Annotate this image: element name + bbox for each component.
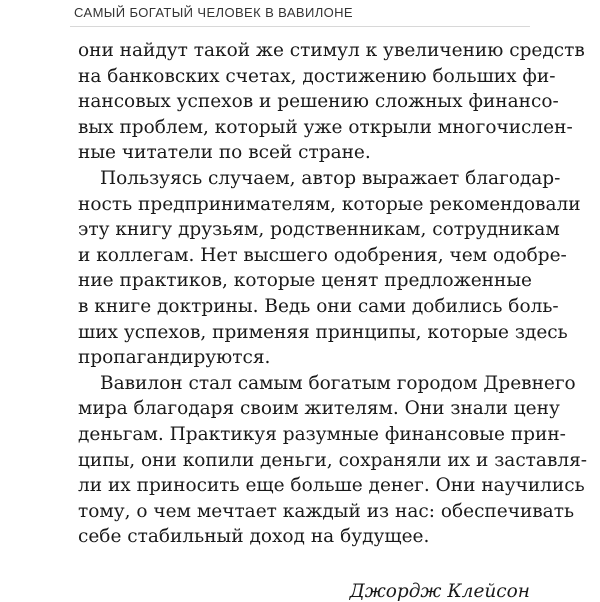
paragraph-1	[78, 38, 585, 166]
text-line: деньгам. Практикуя разумные финансовые прин-	[78, 423, 566, 445]
paragraph-2	[78, 166, 581, 371]
text-line: и коллегам. Нет высшего одобрения, чем одобре-	[78, 244, 567, 266]
header-divider	[70, 26, 530, 27]
text-line: ших успехов, применяя принципы, которые здесь	[78, 321, 568, 343]
text-line: Пользуясь случаем, автор выражает благодар-	[100, 167, 561, 189]
text-line: тому, о чем мечтает каждый из нас: обеспечивать	[78, 500, 575, 522]
text-line: Вавилон стал самым богатым городом Древнего	[100, 372, 576, 394]
text-line: эту книгу друзьям, родственникам, сотрудникам	[78, 219, 560, 241]
text-line: нансовых успехов и решению сложных финансо-	[78, 91, 559, 113]
text-line: в книге доктрины. Ведь они сами добились боль-	[78, 295, 559, 317]
text-line: вых проблем, который уже открыли многочислен-	[78, 116, 573, 138]
text-line: себе стабильный доход на будущее.	[78, 526, 430, 548]
paragraph-3	[78, 371, 588, 550]
text-line: ние практиков, которые ценят предложенные	[78, 270, 532, 292]
text-line: мира благодаря своим жителям. Они знали цену	[78, 398, 560, 420]
text-line: ли их приносить еще больше денег. Они научились	[78, 475, 585, 497]
body-text	[78, 38, 588, 550]
text-line: на банковских счетах, достижению больших фи-	[78, 65, 556, 87]
text-line: ные читатели по всей стране.	[78, 142, 371, 164]
running-header: САМЫЙ БОГАТЫЙ ЧЕЛОВЕК В ВАВИЛОНЕ	[74, 5, 354, 20]
text-line: они найдут такой же стимул к увеличению средств	[78, 40, 585, 61]
text-line: ность предпринимателям, которые рекомендовали	[78, 193, 581, 215]
author-signature: Джордж Клейсон	[349, 581, 530, 602]
text-line: пропагандируются.	[78, 347, 271, 369]
text-line: ципы, они копили деньги, сохраняли их и заставля-	[78, 449, 588, 471]
